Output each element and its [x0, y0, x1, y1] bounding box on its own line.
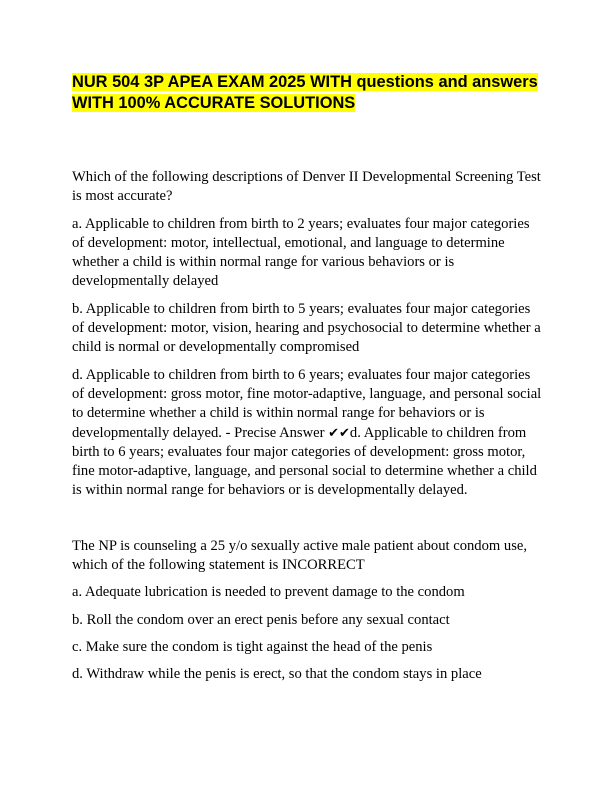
question-2-option-b: b. Roll the condom over an erect penis before any sexual contact [72, 611, 450, 628]
question-2-option-d: d. Withdraw while the penis is erect, so that the condom stays in place [72, 666, 482, 683]
question-2-option-a: a. Adequate lubrication is needed to prevent damage to the condom [72, 584, 465, 601]
question-1-option-d: d. Applicable to children from birth to 6 years; evaluates four major categories of development: gross motor, fine motor-adaptive, language, and personal social to determine whether a child is within normal range for behaviors or is developmentally delayed. - Precise Answer [72, 366, 542, 441]
document-page [72, 72, 542, 693]
question-2-stem: The NP is counseling a 25 y/o sexually active male patient about condom use, which of the following statement is INCORRECT [72, 537, 527, 574]
question-1-answer [72, 366, 542, 501]
question-1-option-a: a. Applicable to children from birth to 2 years; evaluates four major categories of development: motor, intellectual, emotional, and language to determine whether a child is within normal range for various behaviors or is developmentally delayed [72, 215, 530, 290]
check-marks-icon: ✔✔ [328, 425, 350, 441]
question-1-option-b: b. Applicable to children from birth to 5 years; evaluates four major categories of development: motor, vision, hearing and psychosocial to determine whether a child is normal or developmentally compromised [72, 300, 541, 356]
question-1-answer-text: d. Applicable to children from birth to 6 years; evaluates four major categories of development: gross motor, fine motor-adaptive, language, and personal social to determine whether a child is within normal range for behaviors or is developmentally delayed. [72, 424, 537, 499]
question-1-stem: Which of the following descriptions of Denver II Developmental Screening Test is most accurate? [72, 169, 541, 205]
question-1 [72, 168, 542, 501]
highlighted-title-text: NUR 504 3P APEA EXAM 2025 WITH questions and answers WITH 100% ACCURATE SOLUTIONS [72, 73, 538, 112]
question-2-option-c: c. Make sure the condom is tight against the head of the penis [72, 638, 433, 655]
question-2 [72, 537, 542, 685]
document-title [72, 72, 542, 114]
